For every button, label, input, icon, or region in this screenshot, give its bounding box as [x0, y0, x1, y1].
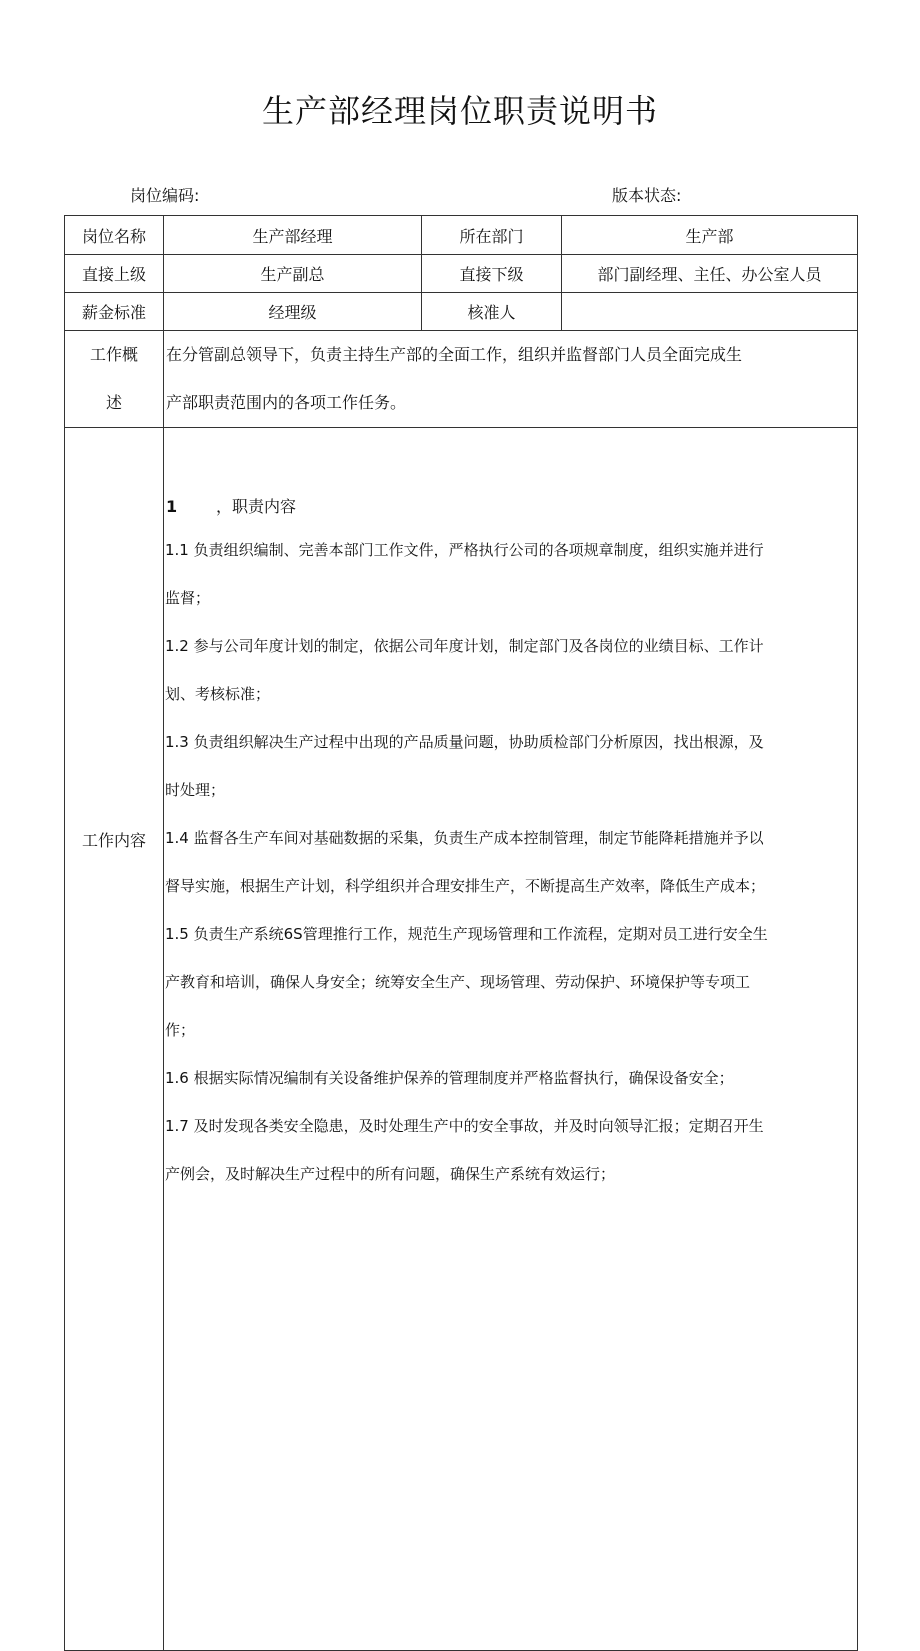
- salary-standard-value: 经理级: [164, 293, 422, 331]
- duty-line: 作；: [165, 1021, 196, 1039]
- table-row: [65, 331, 858, 428]
- overview-text: [164, 331, 858, 428]
- table-row: [65, 216, 858, 255]
- duty-line: 1.6 根据实际情况编制有关设备维护保养的管理制度并严格监督执行，确保设备安全；: [165, 1069, 734, 1087]
- version-status-label: 版本状态:: [612, 186, 682, 205]
- table-row: [65, 255, 858, 293]
- duty-line: 产例会，及时解决生产过程中的所有问题，确保生产系统有效运行；: [165, 1165, 616, 1183]
- table-row: [65, 293, 858, 331]
- duty-line: 1.7 及时发现各类安全隐患，及时处理生产中的安全事故，并及时向领导汇报；定期召开生: [165, 1117, 764, 1135]
- position-code-label: 岗位编码:: [130, 186, 200, 205]
- department-value: 生产部: [562, 216, 858, 255]
- document-title: 生产部经理岗位职责说明书: [261, 92, 658, 130]
- duty-section-number: 1: [166, 497, 178, 516]
- salary-standard-label: 薪金标准: [65, 293, 164, 331]
- duty-line: 1.5 负责生产系统6S管理推行工作，规范生产现场管理和工作流程，定期对员工进行安全生: [165, 925, 768, 943]
- duty-line: 划、考核标准；: [165, 685, 271, 703]
- overview-label: [65, 331, 164, 428]
- department-label: 所在部门: [422, 216, 562, 255]
- approver-label: 核准人: [422, 293, 562, 331]
- job-info-table: [64, 215, 858, 1651]
- overview-label-line1: 工作概: [89, 345, 138, 364]
- direct-subordinate-label: 直接下级: [422, 255, 562, 293]
- duty-line: 监督；: [165, 589, 211, 607]
- duty-list: [165, 488, 858, 1198]
- duty-line: 1.1 负责组织编制、完善本部门工作文件，严格执行公司的各项规章制度，组织实施并进行: [165, 541, 764, 559]
- position-name-value: 生产部经理: [164, 216, 422, 255]
- duty-line: 产教育和培训，确保人身安全；统筹安全生产、现场管理、劳动保护、环境保护等专项工: [165, 973, 751, 991]
- overview-text-line2: 产部职责范围内的各项工作任务。: [166, 393, 407, 412]
- duty-line: 1.3 负责组织解决生产过程中出现的产品质量问题，协助质检部门分析原因，找出根源，及: [165, 733, 764, 751]
- duty-line: 督导实施，根据生产计划，科学组织并合理安排生产，不断提高生产效率，降低生产成本；: [165, 877, 766, 895]
- duty-line: 时处理；: [165, 781, 226, 799]
- duty-line: 1.4 监督各生产车间对基础数据的采集，负责生产成本控制管理，制定节能降耗措施并予以: [165, 829, 764, 847]
- table-row: [65, 428, 858, 1651]
- direct-subordinate-value: 部门副经理、主任、办公室人员: [562, 255, 858, 293]
- duty-line: 1.2 参与公司年度计划的制定，依据公司年度计划，制定部门及各岗位的业绩目标、工作计: [165, 637, 764, 655]
- overview-text-line1: 在分管副总领导下，负责主持生产部的全面工作，组织并监督部门人员全面完成生: [166, 345, 743, 364]
- direct-superior-label: 直接上级: [65, 255, 164, 293]
- work-content-cell: [164, 428, 858, 1651]
- direct-superior-value: 生产副总: [164, 255, 422, 293]
- overview-label-line2: 述: [105, 393, 122, 412]
- work-content-label: 工作内容: [65, 428, 164, 1651]
- duty-section-title: ，职责内容: [216, 497, 297, 516]
- approver-value: [562, 293, 858, 331]
- position-name-label: 岗位名称: [65, 216, 164, 255]
- duty-section-heading: [165, 488, 858, 526]
